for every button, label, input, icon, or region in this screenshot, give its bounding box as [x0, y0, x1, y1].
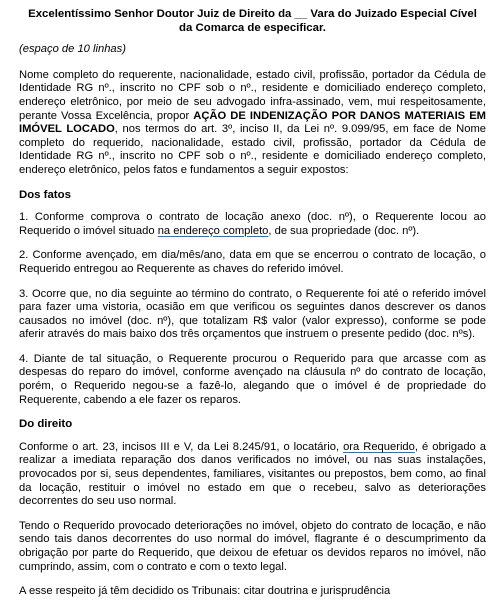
facts-p1-text-a: 1. Conforme comprova o contrato de locação anexo (doc. nº), o Requerente locou ao Requerido o imóvel situado — [19, 211, 486, 237]
law-paragraph-3: A esse respeito já têm decidido os Tribunais: citar doutrina e jurisprudência — [19, 585, 391, 598]
title-line-1: Excelentíssimo Senhor Doutor Juiz de Direito da __ Vara do Juizado Especial Cível — [28, 8, 477, 20]
facts-heading: Dos fatos — [19, 188, 71, 201]
document-title — [19, 8, 486, 35]
law-p1-text-a: Conforme o art. 23, incisos III e V, da Lei 8.245/91, o locatário, — [19, 440, 344, 453]
law-p1-text-b: , é obrigado a realizar a imediata reparação dos danos verificados no imóvel, ou nas suas instalações, provocados por si, seus dependentes, familiares, visitantes ou prepostos, bem como, ao final da locação, restituir o imóvel no estado em que o recebeu, salvo as deteriorações decorrentes do seu uso normal. — [19, 440, 487, 508]
action-title: AÇÃO DE INDENIZAÇÃO POR DANOS MATERIAIS EM IMÓVEL LOCADO — [19, 109, 486, 136]
facts-paragraph-2: 2. Conforme avençado, em dia/mês/ano, data em que se encerrou o contrato de locação, o Requerido entregou ao Requerente as chaves do referido imóvel. — [19, 249, 486, 275]
intro-paragraph — [19, 69, 486, 178]
law-heading: Do direito — [19, 418, 73, 431]
intro-text-1: Nome completo do requerente, nacionalidade, estado civil, profissão, portador da Cédula de Identidade RG nº., inscrito no CPF sob o nº., residente e domiciliado endereço completo, endereço eletrônico, por meio de seu advogado infra-assinado, vem, mui respeitosamente, perante Vossa Excelência, propor — [19, 68, 486, 122]
facts-p1-text-b: , de sua propriedade (doc. nº). — [268, 224, 420, 237]
facts-paragraph-1 — [19, 211, 486, 238]
address-placeholder: na endereço completo — [157, 224, 269, 237]
space-note: (espaço de 10 linhas) — [19, 43, 126, 56]
intro-text-2: , nos termos do art. 3º, inciso II, da Lei nº. 9.099/95, em face de Nome completo do requerido, nacionalidade, estado civil, profissão, portador da Cédula de Identidade RG nº., inscrito no CPF sob o nº., residente e domiciliado endereço completo, endereço eletrônico, pelos fatos e fundamentos a seguir expostos: — [19, 123, 486, 176]
law-paragraph-2: Tendo o Requerido provocado deteriorações no imóvel, objeto do contrato de locação, e não sendo tais danos decorrentes do uso normal do imóvel, flagrante é o descumprimento da obrigação por parte do Requerido, que deixou de efetuar os devidos reparos no imóvel, não cumprindo, assim, com o contrato e com o texto legal. — [19, 519, 486, 573]
law-paragraph-1 — [19, 441, 486, 509]
facts-paragraph-4: 4. Diante de tal situação, o Requerente procurou o Requerido para que arcasse com as despesas do reparo do imóvel, conforme avençado na cláusula nº do contrato de locação, porém, o Requerido negou-se a fazê-lo, alegando que o imóvel é de propriedade do Requerente, cabendo a ele fazer os reparos. — [19, 352, 486, 406]
requerido-marked-text: ora Requerido — [343, 440, 415, 453]
title-line-2: da Comarca de especificar. — [179, 21, 326, 34]
facts-paragraph-3: 3. Ocorre que, no dia seguinte ao término do contrato, o Requerente foi até o referido imóvel para fazer uma vistoria, ocasião em que verificou os seguintes danos descrever os danos causados no imóvel (doc. nº), que totalizam R$ valor (valor expresso), conforme se pode aferir através do mais baixo dos três orçamentos que instruem o presente pedido (doc. nºs). — [19, 287, 486, 341]
